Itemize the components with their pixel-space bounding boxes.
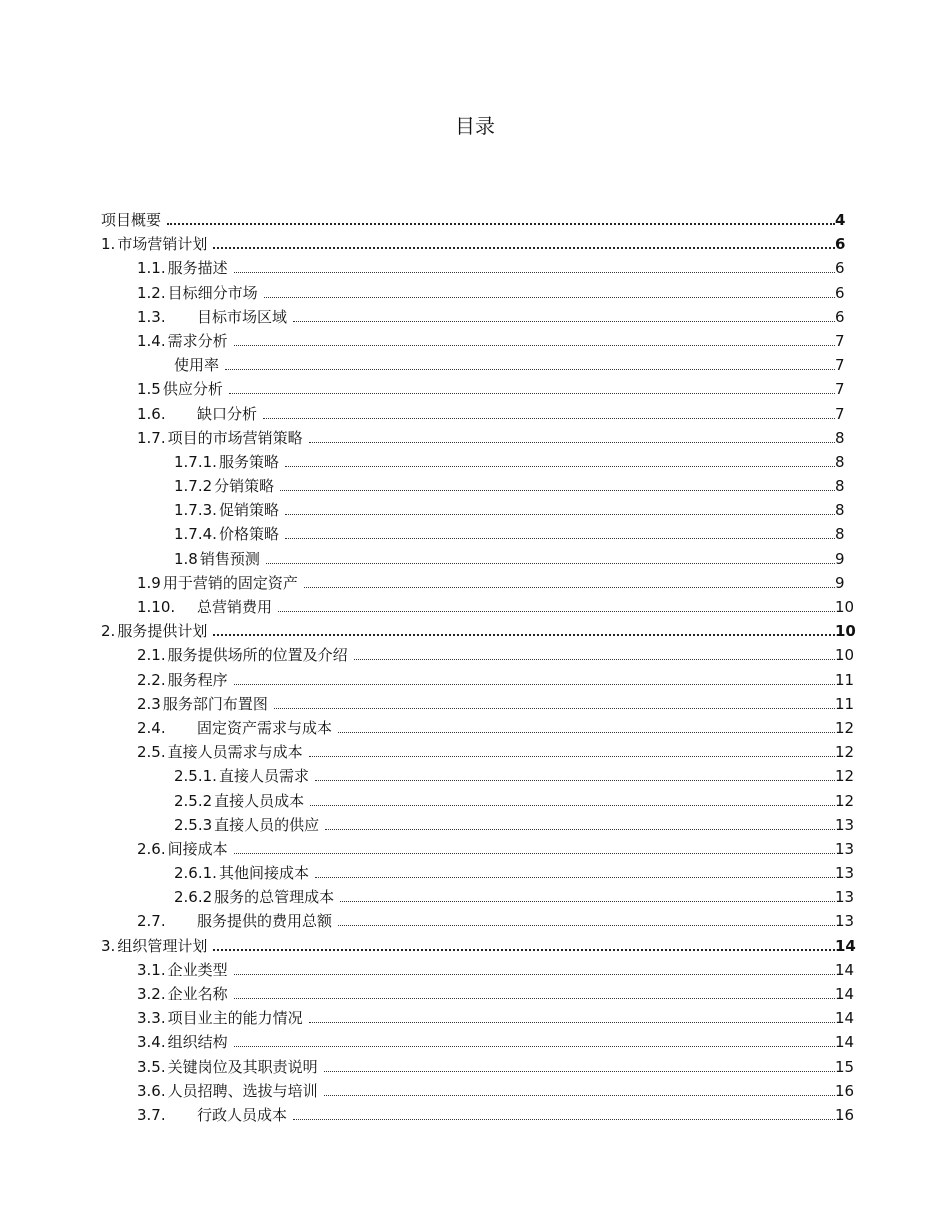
toc-entry[interactable] <box>101 378 861 402</box>
toc-entry[interactable] <box>101 475 861 499</box>
toc-entry-page-number: 15 <box>835 1057 855 1076</box>
toc-entry[interactable] <box>101 209 861 233</box>
toc-entry-label: 服务的总管理成本 <box>214 888 335 907</box>
toc-entry-label: 市场营销计划 <box>117 235 208 254</box>
dot-leader <box>167 223 835 225</box>
toc-entry-number: 2.6. <box>137 839 166 858</box>
toc-entry-page-number: 13 <box>835 864 855 883</box>
toc-entry[interactable] <box>101 1104 861 1128</box>
toc-entry-page-number: 8 <box>835 452 845 471</box>
toc-entry-number: 1.7.3. <box>174 501 217 520</box>
toc-entry[interactable] <box>101 910 861 934</box>
toc-entry-page-number: 10 <box>835 598 855 616</box>
toc-entry-number: 1.7.4. <box>174 525 217 544</box>
toc-entry[interactable] <box>101 620 861 644</box>
toc-entry[interactable] <box>101 838 861 862</box>
toc-entry[interactable] <box>101 451 861 475</box>
toc-entry-number: 1.7. <box>137 428 166 447</box>
toc-entry-page-number: 14 <box>835 1009 855 1028</box>
toc-entry-label: 服务描述 <box>167 259 228 278</box>
dot-leader <box>234 345 835 346</box>
dot-leader <box>213 247 835 249</box>
toc-entry-number: 2.6.2 <box>174 888 213 907</box>
dot-leader <box>234 974 835 975</box>
toc-entry-page-number: 8 <box>835 525 845 544</box>
toc-entry-page-number: 14 <box>835 960 855 979</box>
toc-entry-number: 1.8 <box>174 549 198 568</box>
toc-entry[interactable] <box>101 669 861 693</box>
toc-entry-number: 1.1. <box>137 259 166 278</box>
toc-entry-number: 2.7. <box>137 912 166 931</box>
dot-leader <box>338 732 835 733</box>
toc-entry-page-number: 12 <box>835 791 855 810</box>
toc-entry[interactable] <box>101 572 861 596</box>
toc-entry-label: 关键岗位及其职责说明 <box>167 1057 318 1076</box>
toc-entry-number: 3. <box>101 936 116 955</box>
toc-entry-label: 使用率 <box>174 356 220 375</box>
toc-entry-number: 3.4. <box>137 1033 166 1052</box>
toc-entry-label: 目标细分市场 <box>167 283 258 302</box>
toc-entry-label: 企业类型 <box>167 960 228 979</box>
toc-entry-number: 1.7.2 <box>174 477 213 496</box>
toc-entry-number: 1.10. <box>137 598 176 616</box>
toc-entry-label: 项目业主的能力情况 <box>167 1009 303 1028</box>
toc-entry-label: 直接人员的供应 <box>214 815 320 834</box>
toc-entry-label: 服务部门布置图 <box>162 694 268 713</box>
toc-entry-number: 1.5 <box>137 380 161 399</box>
toc-entry[interactable] <box>101 548 861 572</box>
toc-entry-page-number: 13 <box>835 912 855 931</box>
dot-leader <box>293 321 835 322</box>
toc-entry-page-number: 13 <box>835 888 855 907</box>
toc-entry-page-number: 6 <box>835 235 846 254</box>
toc-entry-label: 销售预测 <box>199 549 260 568</box>
dot-leader <box>278 611 835 612</box>
dot-leader <box>310 805 835 806</box>
toc-entry[interactable] <box>101 644 861 668</box>
toc-entry[interactable] <box>101 499 861 523</box>
dot-leader <box>234 1046 835 1047</box>
toc-entry-number: 1. <box>101 235 116 254</box>
toc-entry-page-number: 11 <box>835 670 855 689</box>
toc-entry-number: 2.4. <box>137 718 166 737</box>
toc-entry[interactable] <box>101 765 861 789</box>
toc-entry-page-number: 8 <box>835 477 845 496</box>
toc-entry-page-number: 12 <box>835 767 855 786</box>
dot-leader <box>213 634 835 636</box>
toc-entry-number: 2.3 <box>137 694 161 713</box>
toc-entry-number: 2.5.3 <box>174 815 213 834</box>
dot-leader <box>234 272 835 273</box>
toc-entry-page-number: 14 <box>835 985 855 1003</box>
toc-entry-label: 直接人员需求与成本 <box>167 743 303 762</box>
dot-leader <box>280 490 835 491</box>
toc-entry-number: 2.5.1. <box>174 767 217 786</box>
toc-entry[interactable] <box>101 596 861 620</box>
dot-leader <box>264 297 835 298</box>
dot-leader <box>309 1022 835 1023</box>
toc-entry-page-number: 12 <box>835 743 855 762</box>
toc-entry-page-number: 7 <box>835 356 845 375</box>
toc-entry-label: 间接成本 <box>167 839 228 858</box>
toc-entry[interactable] <box>101 233 861 257</box>
toc-entry-label: 直接人员需求 <box>218 767 309 786</box>
toc-entry-number: 1.4. <box>137 331 166 350</box>
dot-leader <box>324 1071 835 1072</box>
table-of-contents <box>101 209 861 1128</box>
toc-entry-page-number: 14 <box>835 1033 855 1052</box>
toc-entry[interactable] <box>101 523 861 547</box>
toc-entry-page-number: 16 <box>835 1105 855 1124</box>
toc-entry-label: 服务提供场所的位置及介绍 <box>167 646 348 665</box>
toc-entry[interactable] <box>101 1031 861 1055</box>
toc-entry-page-number: 12 <box>835 718 855 737</box>
dot-leader <box>293 1119 835 1120</box>
toc-entry-number: 3.7. <box>137 1105 166 1124</box>
toc-entry-number: 1.6. <box>137 404 166 423</box>
toc-entry[interactable] <box>101 1080 861 1104</box>
toc-entry[interactable] <box>101 790 861 814</box>
toc-entry-number: 1.2. <box>137 283 166 302</box>
dot-leader <box>309 756 835 757</box>
toc-entry-number: 3.2. <box>137 985 166 1003</box>
dot-leader <box>304 587 835 588</box>
toc-entry-page-number: 6 <box>835 283 845 302</box>
toc-entry[interactable] <box>101 282 861 306</box>
toc-entry-page-number: 7 <box>835 404 845 423</box>
dot-leader <box>263 418 835 419</box>
toc-entry-number: 1.7.1. <box>174 452 217 471</box>
toc-entry-number: 2.2. <box>137 670 166 689</box>
toc-entry[interactable] <box>101 862 861 886</box>
toc-entry[interactable] <box>101 306 861 330</box>
toc-entry-page-number: 6 <box>835 259 845 278</box>
dot-leader <box>325 829 835 830</box>
toc-entry[interactable] <box>101 330 861 354</box>
toc-entry-page-number: 10 <box>835 646 855 665</box>
toc-entry-page-number: 7 <box>835 380 845 399</box>
toc-entry[interactable] <box>101 741 861 765</box>
dot-leader <box>234 853 835 854</box>
toc-entry-number: 3.1. <box>137 960 166 979</box>
toc-entry-label: 目标市场区域 <box>197 307 288 326</box>
toc-entry-label: 服务程序 <box>167 670 228 689</box>
toc-entry[interactable] <box>101 717 861 741</box>
toc-entry[interactable] <box>101 427 861 451</box>
toc-entry-number: 3.3. <box>137 1009 166 1028</box>
toc-entry[interactable] <box>101 403 861 427</box>
toc-entry-label: 人员招聘、选拔与培训 <box>167 1081 318 1100</box>
dot-leader <box>309 442 835 443</box>
toc-entry[interactable] <box>101 959 861 983</box>
toc-entry-number: 3.6. <box>137 1081 166 1100</box>
toc-entry-label: 行政人员成本 <box>197 1105 288 1124</box>
toc-entry[interactable] <box>101 1007 861 1031</box>
toc-entry-page-number: 10 <box>835 622 856 641</box>
toc-entry-page-number: 16 <box>835 1081 855 1100</box>
toc-entry[interactable] <box>101 886 861 910</box>
toc-entry-number: 1.3. <box>137 307 166 326</box>
toc-entry-label: 项目概要 <box>101 211 162 229</box>
dot-leader <box>229 393 835 394</box>
toc-entry[interactable] <box>101 935 861 959</box>
dot-leader <box>234 684 835 685</box>
toc-entry-label: 服务策略 <box>218 452 279 471</box>
dot-leader <box>285 466 835 467</box>
toc-entry-page-number: 11 <box>835 694 855 713</box>
toc-entry-label: 直接人员成本 <box>214 791 305 810</box>
toc-entry-number: 2.5.2 <box>174 791 213 810</box>
toc-entry[interactable] <box>101 814 861 838</box>
toc-entry-page-number: 8 <box>835 428 845 447</box>
toc-entry-page-number: 4 <box>835 211 846 229</box>
toc-entry-label: 用于营销的固定资产 <box>162 573 298 592</box>
toc-entry-number: 2.6.1. <box>174 864 217 883</box>
dot-leader <box>285 538 835 539</box>
dot-leader <box>354 659 835 660</box>
toc-entry-label: 需求分析 <box>167 331 228 350</box>
dot-leader <box>234 998 835 999</box>
toc-entry-number: 2.1. <box>137 646 166 665</box>
toc-entry[interactable] <box>101 354 861 378</box>
toc-entry-label: 企业名称 <box>167 985 228 1003</box>
toc-entry-page-number: 9 <box>835 549 845 568</box>
toc-entry-page-number: 7 <box>835 331 845 350</box>
toc-entry-label: 组织结构 <box>167 1033 228 1052</box>
toc-entry-number: 2.5. <box>137 743 166 762</box>
toc-entry-label: 分销策略 <box>214 477 275 496</box>
toc-entry-label: 其他间接成本 <box>218 864 309 883</box>
toc-entry-label: 服务提供计划 <box>117 622 208 641</box>
toc-entry-page-number: 13 <box>835 815 855 834</box>
toc-entry[interactable] <box>101 257 861 281</box>
toc-entry-label: 服务提供的费用总额 <box>197 912 333 931</box>
toc-entry-page-number: 6 <box>835 307 845 326</box>
toc-title: 目录 <box>455 114 495 138</box>
dot-leader <box>274 708 835 709</box>
toc-entry-label: 供应分析 <box>162 380 223 399</box>
dot-leader <box>315 877 835 878</box>
toc-entry-page-number: 13 <box>835 839 855 858</box>
toc-entry[interactable] <box>101 983 861 1007</box>
dot-leader <box>324 1095 835 1096</box>
dot-leader <box>266 563 835 564</box>
toc-entry[interactable] <box>101 1056 861 1080</box>
toc-entry-number: 3.5. <box>137 1057 166 1076</box>
toc-entry-number: 2. <box>101 622 116 641</box>
toc-entry-page-number: 14 <box>835 936 856 955</box>
toc-entry-label: 缺口分析 <box>197 404 258 423</box>
dot-leader <box>225 369 835 370</box>
toc-entry-page-number: 8 <box>835 501 845 520</box>
toc-entry-label: 价格策略 <box>218 525 279 544</box>
toc-entry-label: 组织管理计划 <box>117 936 208 955</box>
toc-entry-page-number: 9 <box>835 573 845 592</box>
toc-entry-label: 总营销费用 <box>197 598 273 616</box>
toc-entry-number: 1.9 <box>137 573 161 592</box>
dot-leader <box>340 901 835 902</box>
dot-leader <box>338 925 835 926</box>
dot-leader <box>315 780 835 781</box>
dot-leader <box>285 514 835 515</box>
toc-entry-label: 促销策略 <box>218 501 279 520</box>
dot-leader <box>213 949 835 951</box>
toc-entry[interactable] <box>101 693 861 717</box>
toc-entry-label: 项目的市场营销策略 <box>167 428 303 447</box>
toc-entry-label: 固定资产需求与成本 <box>197 718 333 737</box>
